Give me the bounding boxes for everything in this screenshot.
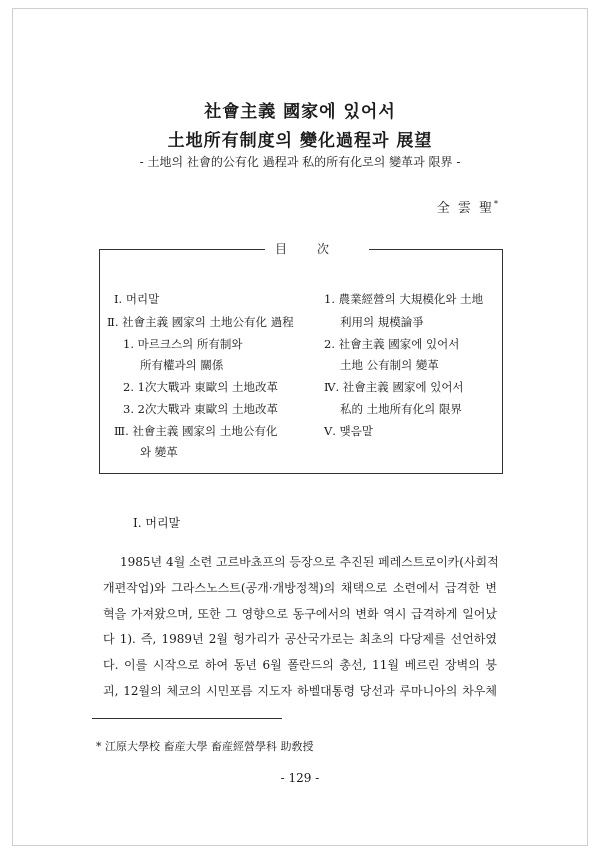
toc-item: Ⅱ. 社會主義 國家의 土地公有化 過程 xyxy=(107,315,294,329)
subtitle: - 土地의 社會的公有化 過程과 私的所有化로의 變革과 限界 - xyxy=(139,155,461,169)
toc-item: 2. 1次大戰과 東歐의 土地改革 xyxy=(123,380,278,394)
footnote: * 江原大學校 畜産大學 畜産經營學科 助敎授 xyxy=(96,740,314,753)
toc-item: Ⅰ. 머리말 xyxy=(114,292,160,306)
title-line-2: 土地所有制度의 變化過程과 展望 xyxy=(167,131,433,151)
toc-heading: 目次 xyxy=(265,240,369,257)
body-line: 다. 이를 시작으로 하여 동년 6월 폴란드의 총선, 11월 베르린 장벽의 붕 xyxy=(103,658,497,672)
toc-item: 1. 마르크스의 所有制와 xyxy=(123,337,243,351)
title-line-1: 社會主義 國家에 있어서 xyxy=(204,102,396,122)
toc-item: Ⅴ. 맺음말 xyxy=(324,424,373,438)
toc-item: 私的 土地所有化의 限界 xyxy=(340,402,462,416)
section-heading: Ⅰ. 머리말 xyxy=(133,516,181,530)
body-line: 괴, 12월의 체코의 시민포름 지도자 하벨대통령 당선과 루마니아의 차우체 xyxy=(103,684,497,698)
toc-item: 土地 公有制의 變革 xyxy=(340,358,439,372)
author-footnote-mark: * xyxy=(494,199,500,209)
body-line: 1985년 4월 소련 고르바쵸프의 등장으로 추진된 페레스트로이카(사회적 xyxy=(120,555,499,569)
body-line: 다 1). 즉, 1989년 2월 헝가리가 공산국가로는 최초의 다당제를 선언하였 xyxy=(103,632,497,646)
toc-item: 와 變革 xyxy=(140,445,178,459)
author xyxy=(437,197,500,216)
toc-item: Ⅳ. 社會主義 國家에 있어서 xyxy=(324,380,464,394)
toc-item: 所有權과의 關係 xyxy=(140,358,224,372)
author-name: 全 雲 聖 xyxy=(436,201,494,216)
toc-item: 利用의 規模論爭 xyxy=(340,315,424,329)
page-number: - 129 - xyxy=(280,771,320,785)
toc-item: Ⅲ. 社會主義 國家의 土地公有化 xyxy=(114,424,278,438)
toc-item: 2. 社會主義 國家에 있어서 xyxy=(324,337,460,351)
body-line: 혁을 가져왔으며, 또한 그 영향으로 동구에서의 변화 역시 급격하게 일어났 xyxy=(103,607,497,621)
toc-item: 3. 2次大戰과 東歐의 土地改革 xyxy=(123,402,278,416)
body-line: 개편작업)와 그라스노스트(공개·개방정책)의 채택으로 소련에서 급격한 변 xyxy=(103,581,497,595)
toc-item: 1. 農業經營의 大規模化와 土地 xyxy=(324,292,484,306)
footnote-divider xyxy=(92,718,282,719)
